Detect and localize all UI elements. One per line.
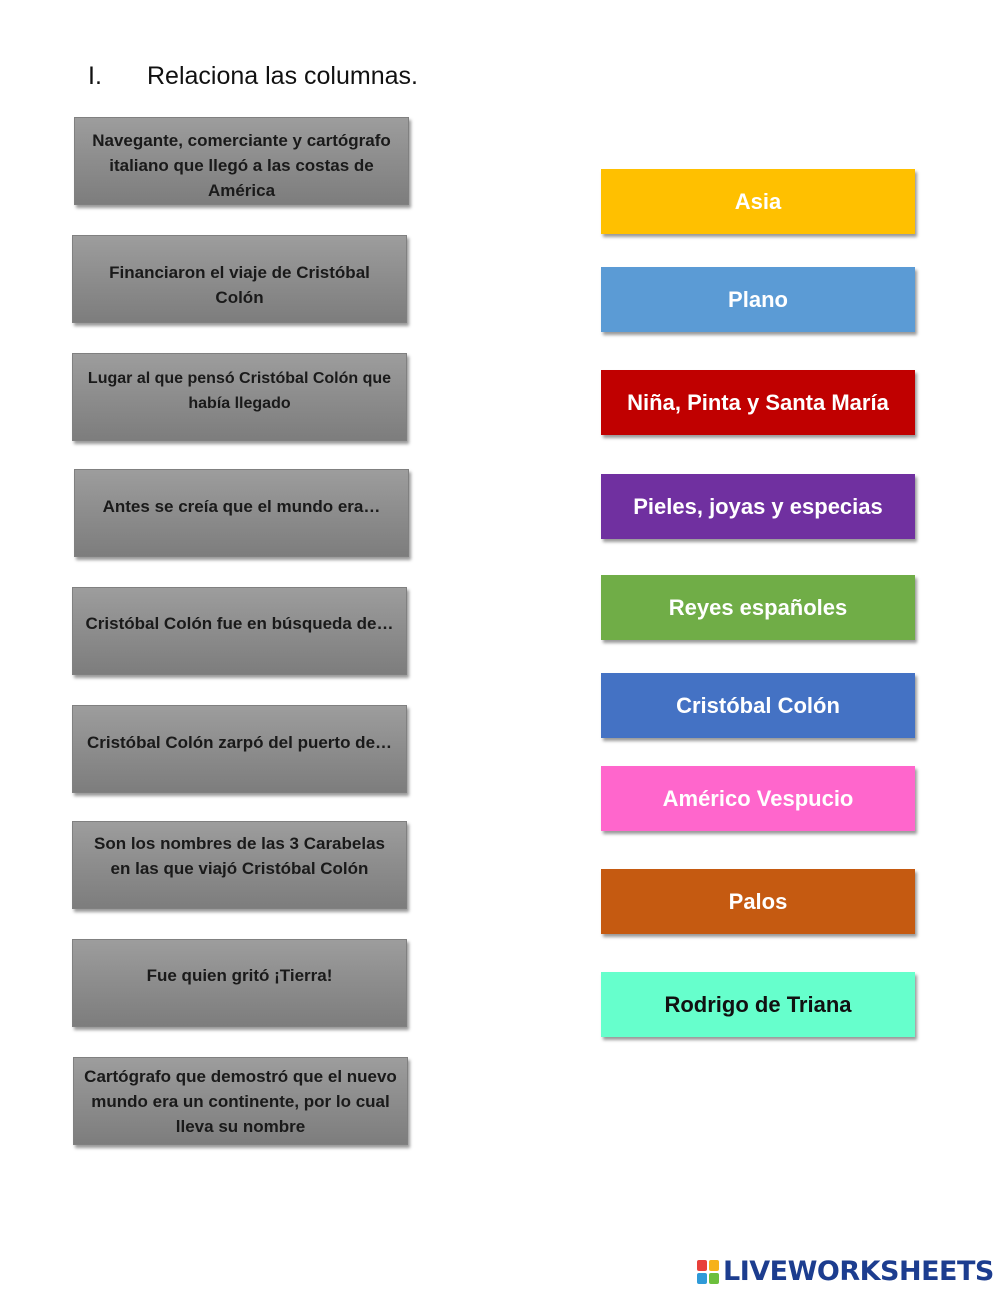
left-item-5[interactable] [72, 587, 407, 675]
right-item-label: Cristóbal Colón [676, 692, 840, 718]
logo-text: LIVEWORKSHEETS [723, 1256, 994, 1287]
right-item-3[interactable] [601, 370, 915, 435]
left-item-text: Antes se creía que el mundo era… [102, 497, 381, 516]
left-item-1[interactable] [74, 117, 409, 205]
right-item-2[interactable] [601, 267, 915, 332]
right-item-label: Reyes españoles [668, 594, 848, 620]
heading-number: I. [88, 62, 102, 90]
right-item-label: Rodrigo de Triana [664, 991, 852, 1017]
logo-icon [697, 1260, 719, 1284]
left-item-text: Son los nombres de las 3 Carabelas en las que viajó Cristóbal Colón [93, 834, 385, 878]
right-item-5[interactable] [601, 575, 915, 640]
liveworksheets-logo [697, 1256, 994, 1287]
right-item-4[interactable] [601, 474, 915, 539]
left-item-6[interactable] [72, 705, 407, 793]
left-item-text: Financiaron el viaje de Cristóbal Colón [109, 263, 370, 307]
left-item-8[interactable] [72, 939, 407, 1027]
left-item-text: Cristóbal Colón zarpó del puerto de… [86, 733, 393, 752]
left-item-text: Navegante, comerciante y cartógrafo italiano que llegó a las costas de América [92, 131, 391, 200]
right-item-label: Pieles, joyas y especias [633, 493, 883, 519]
left-item-3[interactable] [72, 353, 407, 441]
left-item-text: Cartógrafo que demostró que el nuevo mundo era un continente, por lo cual lleva su nombre [84, 1067, 397, 1136]
left-item-text: Lugar al que pensó Cristóbal Colón que había llegado [87, 370, 392, 412]
heading-text: Relaciona las columnas. [147, 62, 418, 90]
right-item-7[interactable] [601, 766, 915, 831]
right-item-label: Niña, Pinta y Santa María [627, 389, 889, 415]
right-item-1[interactable] [601, 169, 915, 234]
left-item-text: Fue quien gritó ¡Tierra! [146, 966, 333, 985]
right-item-label: Plano [728, 286, 788, 312]
right-item-label: Américo Vespucio [662, 785, 854, 811]
instruction-heading [88, 62, 418, 91]
left-item-9[interactable] [73, 1057, 408, 1145]
right-item-8[interactable] [601, 869, 915, 934]
right-item-6[interactable] [601, 673, 915, 738]
right-item-9[interactable] [601, 972, 915, 1037]
left-item-4[interactable] [74, 469, 409, 557]
left-item-7[interactable] [72, 821, 407, 909]
right-item-label: Palos [728, 888, 788, 914]
left-item-2[interactable] [72, 235, 407, 323]
right-item-label: Asia [734, 188, 782, 214]
left-item-text: Cristóbal Colón fue en búsqueda de… [85, 614, 394, 633]
